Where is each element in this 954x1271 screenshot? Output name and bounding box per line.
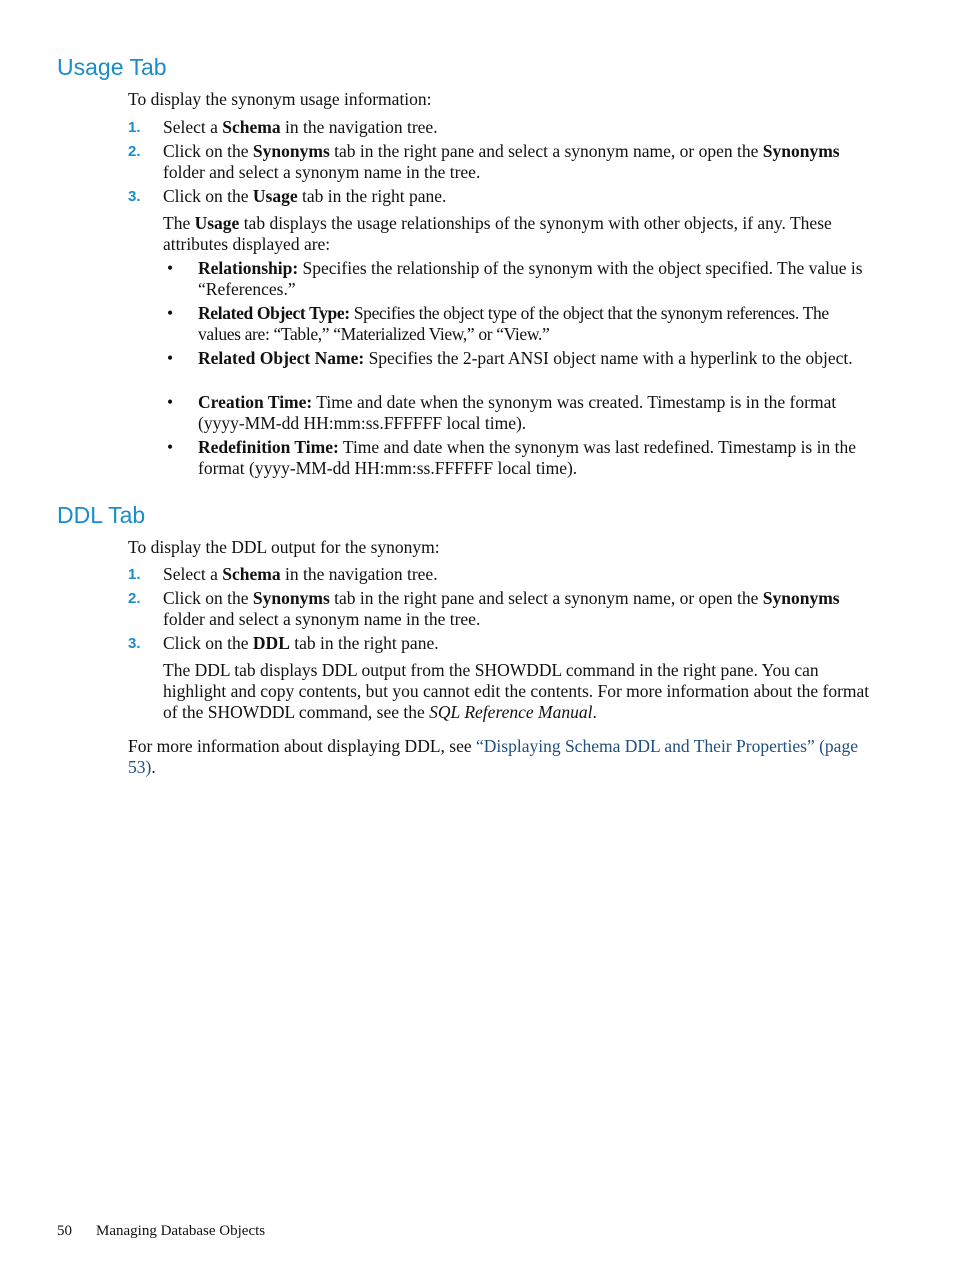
- bullet-text: Redefinition Time: Time and date when the synonym was last redefined. Timestamp is in the format (yyyy-MM-dd HH:mm:ss.FFFFFF local time).: [198, 437, 856, 478]
- ddl-more-info: For more information about displaying DDL, see “Displaying Schema DDL and Their Properties” (page 53).: [128, 736, 858, 777]
- step-number: 1.: [128, 566, 141, 583]
- step-text: Click on the Synonyms tab in the right pane and select a synonym name, or open the Synonyms folder and select a synonym name in the tree.: [163, 588, 840, 629]
- bullet-text: Creation Time: Time and date when the synonym was created. Timestamp is in the format (yyyy-MM-dd HH:mm:ss.FFFFFF local time).: [198, 392, 837, 433]
- step-number: 2.: [128, 143, 141, 160]
- bullet-glyph: •: [167, 258, 174, 278]
- page-number: 50: [57, 1223, 72, 1239]
- usage-tab-heading: Usage Tab: [57, 54, 167, 80]
- ddl-description: The DDL tab displays DDL output from the SHOWDDL command in the right pane. You can highlight and copy contents, but you cannot edit the contents. For more information about the format of the SHOWDDL command, see the SQL Reference Manual.: [163, 660, 870, 722]
- bullet-glyph: •: [167, 348, 174, 368]
- step-number: 3.: [128, 188, 141, 205]
- bullet-text: Relationship: Specifies the relationship of the synonym with the object specified. The value is “References.”: [198, 258, 863, 299]
- usage-intro: To display the synonym usage information:: [128, 89, 432, 109]
- step-text: Click on the Synonyms tab in the right pane and select a synonym name, or open the Synonyms folder and select a synonym name in the tree.: [163, 141, 840, 182]
- bullet-text: Related Object Type: Specifies the object type of the object that the synonym references. The values are: “Table,” “Materialized View,” or “View.”: [198, 303, 829, 344]
- step-text: Select a Schema in the navigation tree.: [163, 117, 438, 137]
- usage-description: The Usage tab displays the usage relationships of the synonym with other objects, if any. These attributes displayed are:: [163, 213, 832, 254]
- step-text: Click on the Usage tab in the right pane.: [163, 186, 447, 206]
- step-number: 2.: [128, 590, 141, 607]
- step-number: 3.: [128, 635, 141, 652]
- step-number: 1.: [128, 119, 141, 136]
- step-text: Select a Schema in the navigation tree.: [163, 564, 438, 584]
- displaying-schema-ddl-link[interactable]: “Displaying Schema DDL and Their Properties” (page 53): [128, 736, 858, 777]
- bullet-text: Related Object Name: Specifies the 2-part ANSI object name with a hyperlink to the object.: [198, 348, 853, 368]
- footer-chapter-title: Managing Database Objects: [96, 1223, 266, 1239]
- step-text: Click on the DDL tab in the right pane.: [163, 633, 439, 653]
- ddl-tab-heading: DDL Tab: [57, 502, 146, 528]
- ddl-intro: To display the DDL output for the synonym:: [128, 537, 440, 557]
- bullet-glyph: •: [167, 437, 174, 457]
- sql-reference-manual-title: SQL Reference Manual: [429, 702, 593, 722]
- bullet-glyph: •: [167, 392, 174, 412]
- bullet-glyph: •: [167, 303, 174, 323]
